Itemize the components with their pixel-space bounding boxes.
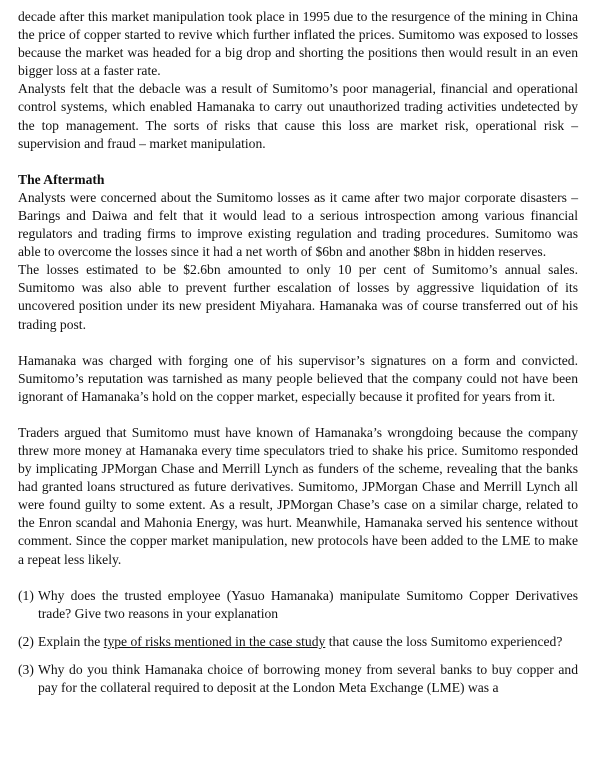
question-item-3 (18, 661, 578, 697)
question-number: (2) (18, 633, 34, 649)
question-text: Why do you think Hamanaka choice of borrowing money from several banks to buy copper and pay for the collateral required to deposit at the London Meta Exchange (LME) was a (38, 661, 578, 695)
paragraph-market-manipulation: decade after this market manipulation took place in 1995 due to the resurgence of the mining in China the price of copper started to revive which further inflated the prices. Sumitomo was exposed to losses because the market was headed for a big drop and shorting the positions then would result in an even bigger loss at a faster rate. (18, 9, 578, 79)
spacer (18, 406, 578, 424)
question-item-2 (18, 633, 578, 651)
underlined-phrase: type of risks mentioned in the case study (103, 633, 326, 649)
paragraph-aftermath-1: Analysts were concerned about the Sumitomo losses as it came after two major corporate disasters – Barings and Daiwa and felt that it would lead to a serious introspection among various financial regulators and trading firms to improve existing regulation and trading procedures. Sumitomo was able to overcome the losses since it had a net worth of $6bn and another $8bn in hidden reserves. (18, 189, 578, 260)
question-number: (1) (18, 587, 34, 603)
question-item-1 (18, 587, 578, 623)
question-text: Why does the trusted employee (Yasuo Hamanaka) manipulate Sumitomo Copper Derivatives trade? Give two reasons in your explanation (38, 587, 578, 621)
section-heading-aftermath: The Aftermath (18, 171, 105, 187)
paragraph-aftermath-3: Hamanaka was charged with forging one of his supervisor’s signatures on a form and convicted. Sumitomo’s reputation was tarnished as many people believed that the company could not have been ignorant of Hamanaka’s hold on the copper market, especially because it profited for years from it. (18, 352, 578, 404)
question-list (18, 587, 578, 697)
paragraph-aftermath-4: Traders argued that Sumitomo must have known of Hamanaka’s wrongdoing because the company threw more money at Hamanaka every time speculators tried to shake his price. Sumitomo responded by implicating JPMorgan Chase and Merrill Lynch as funders of the scheme, revealing that the banks had granted loans structured as future derivatives. Sumitomo, JPMorgan Chase and Merrill Lynch all were found guilty to some extent. As a result, JPMorgan Chase’s case on a similar charge, related to the Enron scandal and Mahonia Energy, was hurt. Meanwhile, Hamanaka served his sentence without comment. Since the copper market manipulation, new protocols have been added to the LME to make a repeat less likely. (18, 424, 578, 567)
question-number: (3) (18, 661, 34, 677)
paragraph-aftermath-2: The losses estimated to be $2.6bn amounted to only 10 per cent of Sumitomo’s annual sales. Sumitomo was also able to prevent further escalation of losses by aggressive liquidation of its uncovered position under its new president Miyahara. Hamanaka was of course transferred out of his trading post. (18, 262, 578, 332)
question-text-post: that cause the loss Sumitomo experienced? (325, 633, 563, 649)
spacer (18, 334, 578, 352)
question-text (38, 633, 578, 651)
paragraph-analysts: Analysts felt that the debacle was a result of Sumitomo’s poor managerial, financial and operational control systems, which enabled Hamanaka to carry out unauthorized trading activities undetected by the top management. The sorts of risks that cause this loss are market risk, operational risk – supervision and fraud – market manipulation. (18, 81, 578, 151)
question-text-pre: Explain the (38, 633, 104, 649)
